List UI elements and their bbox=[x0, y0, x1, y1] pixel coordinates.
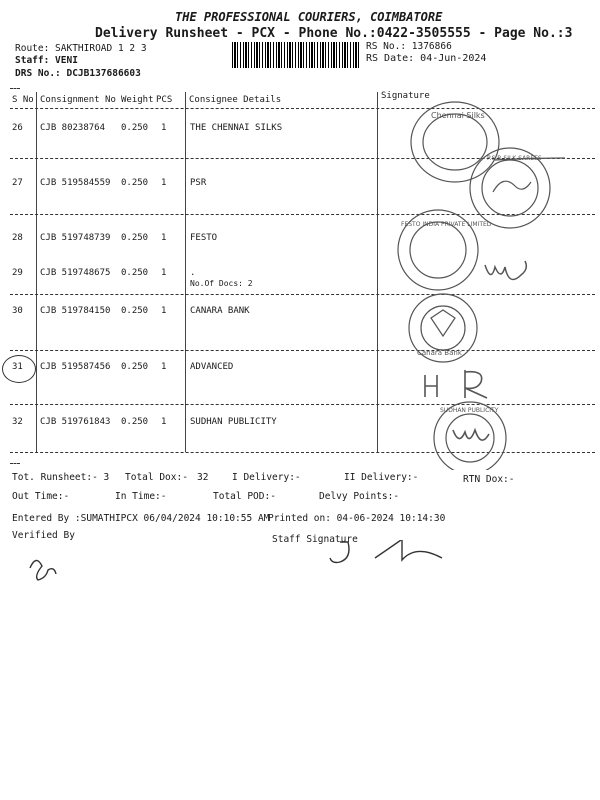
row-consignee: CANARA BANK bbox=[190, 306, 250, 316]
row-consignment: CJB 519784150 bbox=[40, 306, 111, 316]
row-sno: 28 bbox=[12, 233, 23, 243]
row-pcs: 1 bbox=[161, 233, 167, 243]
divider bbox=[10, 88, 20, 89]
row-consignee: SUDHAN PUBLICITY bbox=[190, 417, 277, 427]
row-sno: 30 bbox=[12, 306, 23, 316]
row-sno: 27 bbox=[12, 178, 23, 188]
row-consignee: . bbox=[190, 268, 196, 278]
row-sno: 31 bbox=[12, 362, 23, 372]
col-consignment: Consignment No bbox=[40, 95, 116, 105]
row-consignee: PSR bbox=[190, 178, 207, 188]
verifier-signature-icon bbox=[30, 560, 56, 580]
docs-count: No.Of Docs: 2 bbox=[190, 279, 253, 288]
entered-by: Entered By :SUMATHIPCX 06/04/2024 10:10:55 AM bbox=[12, 513, 270, 524]
col-signature: Signature bbox=[381, 91, 430, 101]
row-consignment: CJB 80238764 bbox=[40, 123, 106, 133]
row-weight: 0.250 bbox=[121, 178, 149, 188]
handwritten-signatures bbox=[20, 540, 580, 590]
drs-number: DRS No.: DCJB137686603 bbox=[15, 68, 141, 79]
row-weight: 0.250 bbox=[121, 268, 149, 278]
divider bbox=[10, 463, 20, 464]
out-time: Out Time:- bbox=[12, 491, 70, 502]
stamp-text-sudhan: SUDHAN PUBLICITY bbox=[440, 407, 499, 414]
barcode bbox=[232, 42, 360, 68]
row-consignment: CJB 519748675 bbox=[40, 268, 111, 278]
route-label: Route: SAKTHIROAD 1 2 3 bbox=[15, 43, 147, 54]
total-dox-label: Total Dox:- bbox=[125, 472, 188, 483]
stamp-text-chennai: Chennai Silks bbox=[431, 111, 485, 120]
row-sno: 29 bbox=[12, 268, 23, 278]
row-consignment: CJB 519761843 bbox=[40, 417, 111, 427]
col-consignee: Consignee Details bbox=[189, 95, 282, 105]
printed-on: Printed on: 04-06-2024 10:14:30 bbox=[268, 513, 446, 524]
rs-date: RS Date: 04-Jun-2024 bbox=[366, 53, 487, 64]
row-weight: 0.250 bbox=[121, 362, 149, 372]
row-weight: 0.250 bbox=[121, 123, 149, 133]
col-weight: Weight bbox=[121, 95, 154, 105]
col-pcs: PCS bbox=[156, 95, 173, 105]
row-consignee: ADVANCED bbox=[190, 362, 234, 372]
row-consignment: CJB 519587456 bbox=[40, 362, 111, 372]
col-sno: S No bbox=[12, 95, 34, 105]
row-consignment: CJB 519748739 bbox=[40, 233, 111, 243]
rtn-dox: RTN Dox:- bbox=[463, 474, 515, 485]
row-pcs: 1 bbox=[161, 178, 167, 188]
total-dox-value: 32 bbox=[197, 472, 209, 483]
tot-runsheet: Tot. Runsheet:- 3 bbox=[12, 472, 110, 483]
rs-number: RS No.: 1376866 bbox=[366, 41, 452, 52]
row-pcs: 1 bbox=[161, 123, 167, 133]
row-pcs: 1 bbox=[161, 362, 167, 372]
stamp-text-festo: FESTO INDIA PRIVATE LIMITED bbox=[401, 221, 492, 228]
row-pcs: 1 bbox=[161, 417, 167, 427]
staff-label: Staff: VENI bbox=[15, 55, 78, 66]
row-weight: 0.250 bbox=[121, 417, 149, 427]
total-pod: Total POD:- bbox=[213, 491, 276, 502]
row-consignee: THE CHENNAI SILKS bbox=[190, 123, 283, 133]
staff-signature-label: Staff Signature bbox=[272, 534, 358, 545]
row-pcs: 1 bbox=[161, 268, 167, 278]
runsheet-title: Delivery Runsheet - PCX - Phone No.:0422-3505555 - Page No.:3 bbox=[95, 26, 573, 41]
row-consignee: FESTO bbox=[190, 233, 218, 243]
delvy-points: Delvy Points:- bbox=[319, 491, 400, 502]
row-sno: 32 bbox=[12, 417, 23, 427]
stamp-text-canara: Canara Bank bbox=[417, 349, 462, 357]
row-pcs: 1 bbox=[161, 306, 167, 316]
signature-stamps bbox=[395, 100, 600, 470]
row-weight: 0.250 bbox=[121, 233, 149, 243]
row-weight: 0.250 bbox=[121, 306, 149, 316]
verified-by: Verified By bbox=[12, 530, 75, 541]
row-sno: 26 bbox=[12, 123, 23, 133]
stamp-text-psr: P.S.R SILK SAREES bbox=[487, 155, 542, 162]
company-name: THE PROFESSIONAL COURIERS, COIMBATORE bbox=[175, 10, 443, 24]
ii-delivery: II Delivery:- bbox=[344, 472, 419, 483]
i-delivery: I Delivery:- bbox=[232, 472, 301, 483]
in-time: In Time:- bbox=[115, 491, 167, 502]
row-consignment: CJB 519584559 bbox=[40, 178, 111, 188]
staff-signature-icon bbox=[330, 542, 349, 563]
